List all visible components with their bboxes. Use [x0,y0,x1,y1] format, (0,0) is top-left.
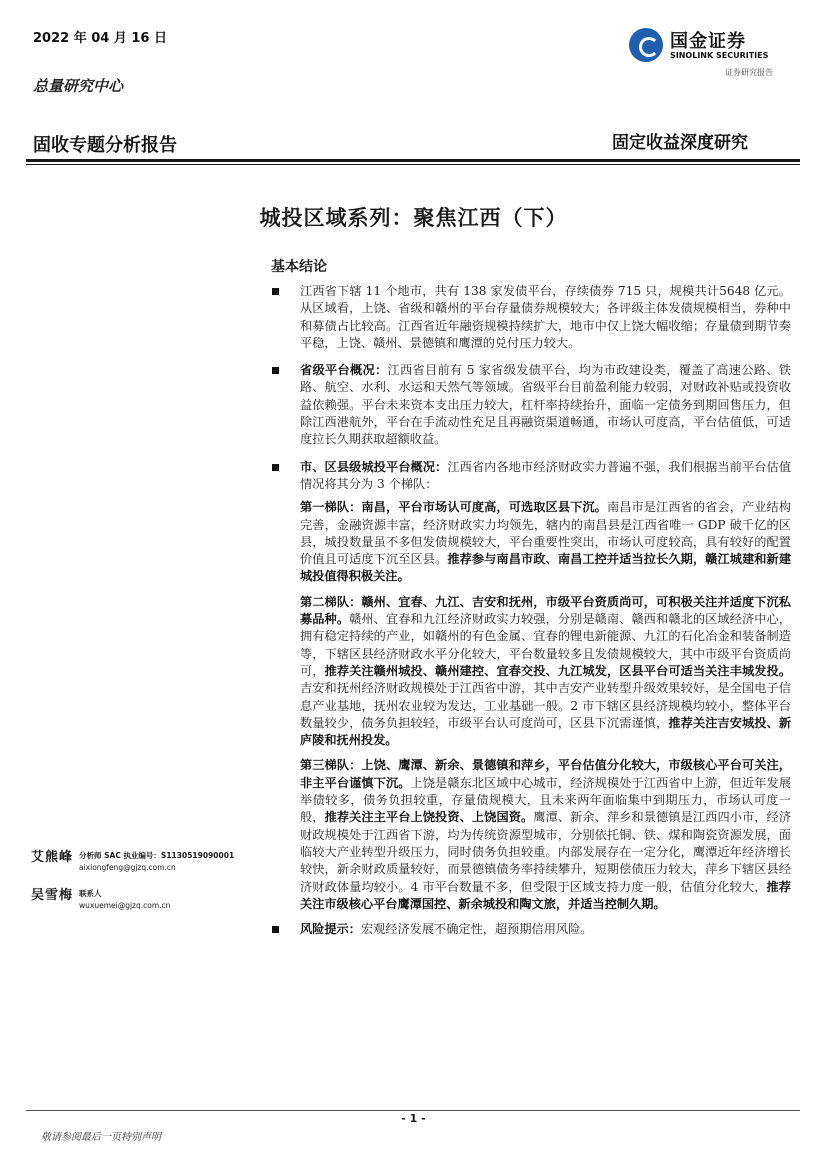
header-divider-thin [26,164,800,165]
tier-text: 吉安和抚州经济财政规模处于江西省中游，其中吉安产业转型升级效果较好，是全国电子信息产业基地，抚州农业较为发达，工业基础一般。2 市下辖区县经济规模均较小，整体平台数量较少，债务负担较轻，市级平台认可度尚可，区县下沉需谨慎， [300,681,791,730]
analyst-role: 分析师 SAC 执业编号：S1130519090001 [79,851,235,860]
report-type: 固收专题分析报告 [33,135,177,156]
bullet-label: 市、区县级城投平台概况： [300,459,448,474]
square-bullet-icon [272,464,279,471]
square-bullet-icon [272,288,279,295]
logo-english-name: SINOLINK SECURITIES [670,51,769,60]
tier-two-paragraph [271,594,791,750]
analyst-email[interactable]: aixiongfeng@gjzq.com.cn [79,863,176,872]
bullet-label: 省级平台概况： [300,363,388,378]
footer-disclaimer: 敬请参阅最后一页特别声明 [41,1132,161,1143]
conclusion-bullet-provincial [271,362,791,448]
tier-text: 南昌市是江西省的省会，产业结构完善，金融资源丰富，经济财政实力均领先，辖内的南昌县是江西省唯一 GDP 破千亿的区县，城投数量虽不多但发债规模较大，平台重要性突出，市场认可度较高，具有较好的配置价值且可适度下沉至区县。 [300,500,792,567]
bullet-text: 宏观经济发展不确定性，超预期信用风险。 [360,922,593,937]
footer-divider [26,1110,800,1111]
company-logo [629,27,799,87]
square-bullet-icon [272,367,279,374]
conclusion-bullet-municipal [271,459,791,494]
logo-mark-icon [629,28,663,62]
header-divider-thick [26,159,800,162]
tier-heading: 第二梯队：赣州、宜春、九江、吉安和抚州，市级平台资质尚可，可积极关注并适度下沉私募品种。 [300,594,791,627]
tier-three-paragraph [271,757,791,913]
tier-heading: 第一梯队：南昌，平台市场认可度高，可选取区县下沉。 [300,500,607,515]
tier-text: 鹰潭、新余、萍乡和景德镇是江西四小市，经济财政规模处于江西省下游，均为传统资源型城市，分别依托铜、铁、煤和陶瓷资源发展，面临较大产业转型升级压力，同时债务负担较重。内部发展存在一定分化，鹰潭近年经济增长较快，新余财政质量较好，而景德镇债务率持续攀升，短期偿债压力较大，萍乡下辖区县经济财政体量均较小。4 市平台数量不多，但受限于区域支持力度一般，估值分化较大， [300,810,792,894]
tier-heading: 第三梯队：上饶、鹰潭、新余、景德镇和萍乡，平台估值分化较大，市级核心平台可关注，非主平台谨慎下沉。 [300,758,791,790]
tier-recommendation: 推荐参与南昌市政、南昌工控并适当拉长久期，赣江城建和新建城投值得积极关注。 [300,552,792,584]
main-content [271,283,791,948]
tier-recommendation: 推荐关注主平台上饶投资、上饶国资。 [324,810,534,825]
bullet-text: 江西省下辖 11 个地市，共有 138 家发债平台，存续债券 715 只，规模共计5648 亿元。从区域看，上饶、省级和赣州的平台存量债券规模较大；各评级主体发债规模相当，券种中和募债占比较高。江西省近年融资规模持续扩大，地市中仅上饶大幅收缩；存量债到期节奏平稳，上饶、赣州、景德镇和鹰潭的兑付压力较大。 [300,284,791,350]
tier-text: 上饶是赣东北区域中心城市，经济规模处于江西省中上游，但近年发展举债较多，债务负担较重，存量债规模大，且未来两年面临集中到期压力，市场认可度一般， [300,775,792,825]
section-heading: 基本结论 [271,259,327,275]
conclusion-bullet-risk [271,921,791,938]
logo-chinese-name: 国金证券 [670,31,746,52]
page-title: 城投区域系列：聚焦江西（下） [259,205,568,230]
page-number: - 1 - [401,1112,426,1125]
tier-recommendation: 推荐关注赣州城投、赣州建控、宜春交投、九江城发，区县平台可适当关注丰城发投。 [324,663,792,678]
tier-text: 赣州、宜春和九江经济财政实力较强，分别是赣南、赣西和赣北的区域经济中心，拥有稳定持续的产业，如赣州的有色金属、宜春的锂电新能源、九江的石化冶金和装备制造等，下辖区县经济财政水平分化较大，平台数量较多且发债规模较大，其中市级平台资质尚可， [300,612,791,678]
report-date: 2022 年 04 月 16 日 [33,31,167,46]
tier-recommendation: 推荐关注市级核心平台鹰潭国控、新余城投和陶文旅，并适当控制久期。 [300,879,791,911]
conclusion-bullet-overview [271,283,791,352]
square-bullet-icon [272,926,279,933]
bullet-label: 风险提示： [300,922,361,937]
analyst-name: 艾熊峰 [31,850,74,865]
contact-email[interactable]: wuxuemei@gjzq.com.cn [79,901,171,910]
contact-role: 联系人 [79,889,102,898]
tier-recommendation: 推荐关注吉安城投、新庐陵和抚州投发。 [300,715,792,748]
research-center-name: 总量研究中心 [33,77,124,95]
tier-one-paragraph [271,499,791,585]
logo-subtitle: 证券研究报告 [725,68,773,77]
bullet-text: 江西省目前有 5 家省级发债平台，均为市政建设类，覆盖了高速公路、铁路、航空、水利、水运和天然气等领域。省级平台目前盈利能力较弱，对财政补贴或投资收益依赖强。平台未来资本支出压力较大，杠杆率持续抬升，面临一定债务到期回售压力，但除江西港航外，平台在手流动性充足且再融资渠道畅通，市场认可度高，平台估值低，可适度拉长久期获取超额收益。 [300,363,791,447]
bullet-text: 江西省内各地市经济财政实力普遍不强，我们根据当前平台估值情况将其分为 3 个梯队： [300,459,792,491]
report-category: 固定收益深度研究 [612,133,748,153]
contact-name: 吴雪梅 [31,888,74,903]
